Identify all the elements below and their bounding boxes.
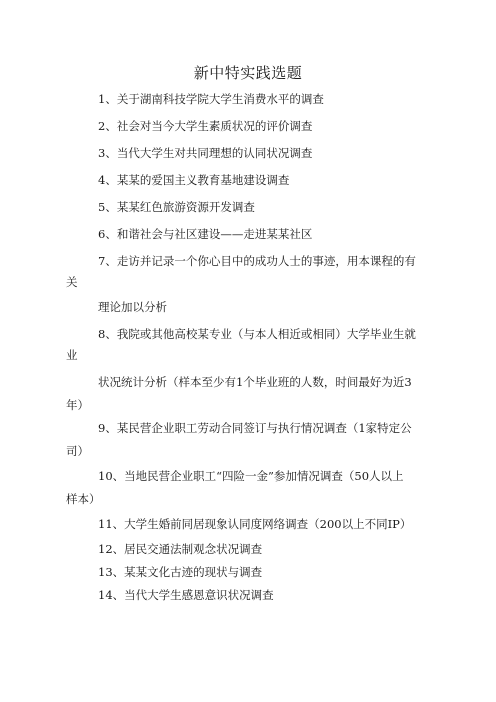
topic-line-10: 10、当地民营企业职工“四险一金”参加情况调查（50人以上 bbox=[98, 469, 404, 483]
topic-line-13: 13、某某文化古迹的现状与调查 bbox=[98, 565, 263, 579]
document-title: 新中特实践选题 bbox=[193, 64, 303, 82]
topic-line-3: 3、当代大学生对共同理想的认同状况调查 bbox=[98, 146, 313, 160]
topic-line-9: 9、某民营企业职工劳动合同签订与执行情况调查（1家特定公 bbox=[98, 421, 412, 435]
topic-line-1: 1、关于湖南科技学院大学生消费水平的调查 bbox=[98, 92, 324, 106]
topic-line-7-wrap: 关 bbox=[66, 275, 78, 289]
topic-line-5: 5、某某红色旅游资源开发调查 bbox=[98, 200, 255, 214]
topic-line-7-cont: 理论加以分析 bbox=[98, 300, 167, 314]
topic-line-10-wrap: 样本） bbox=[66, 492, 101, 506]
topic-line-9-wrap: 司） bbox=[66, 444, 89, 458]
topic-line-11: 11、大学生婚前同居现象认同度网络调查（200以上不同IP） bbox=[98, 517, 412, 531]
topic-line-14: 14、当代大学生感恩意识状况调查 bbox=[98, 588, 274, 602]
topic-line-8-cont: 状况统计分析（样本至少有1个毕业班的人数，时间最好为近3 bbox=[98, 375, 412, 389]
topic-line-4: 4、某某的爱国主义教育基地建设调查 bbox=[98, 173, 290, 187]
topic-line-8-wrap-2: 年） bbox=[66, 398, 89, 412]
topic-line-12: 12、居民交通法制观念状况调查 bbox=[98, 542, 263, 556]
topic-line-6: 6、和谐社会与社区建设——走进某某社区 bbox=[98, 227, 313, 241]
topic-line-8-wrap: 业 bbox=[66, 348, 78, 362]
topic-line-7: 7、走访并记录一个你心目中的成功人士的事迹，用本课程的有 bbox=[98, 254, 416, 268]
topic-line-2: 2、社会对当今大学生素质状况的评价调查 bbox=[98, 119, 313, 133]
topic-line-8: 8、我院或其他高校某专业（与本人相近或相同）大学毕业生就 bbox=[98, 327, 416, 341]
